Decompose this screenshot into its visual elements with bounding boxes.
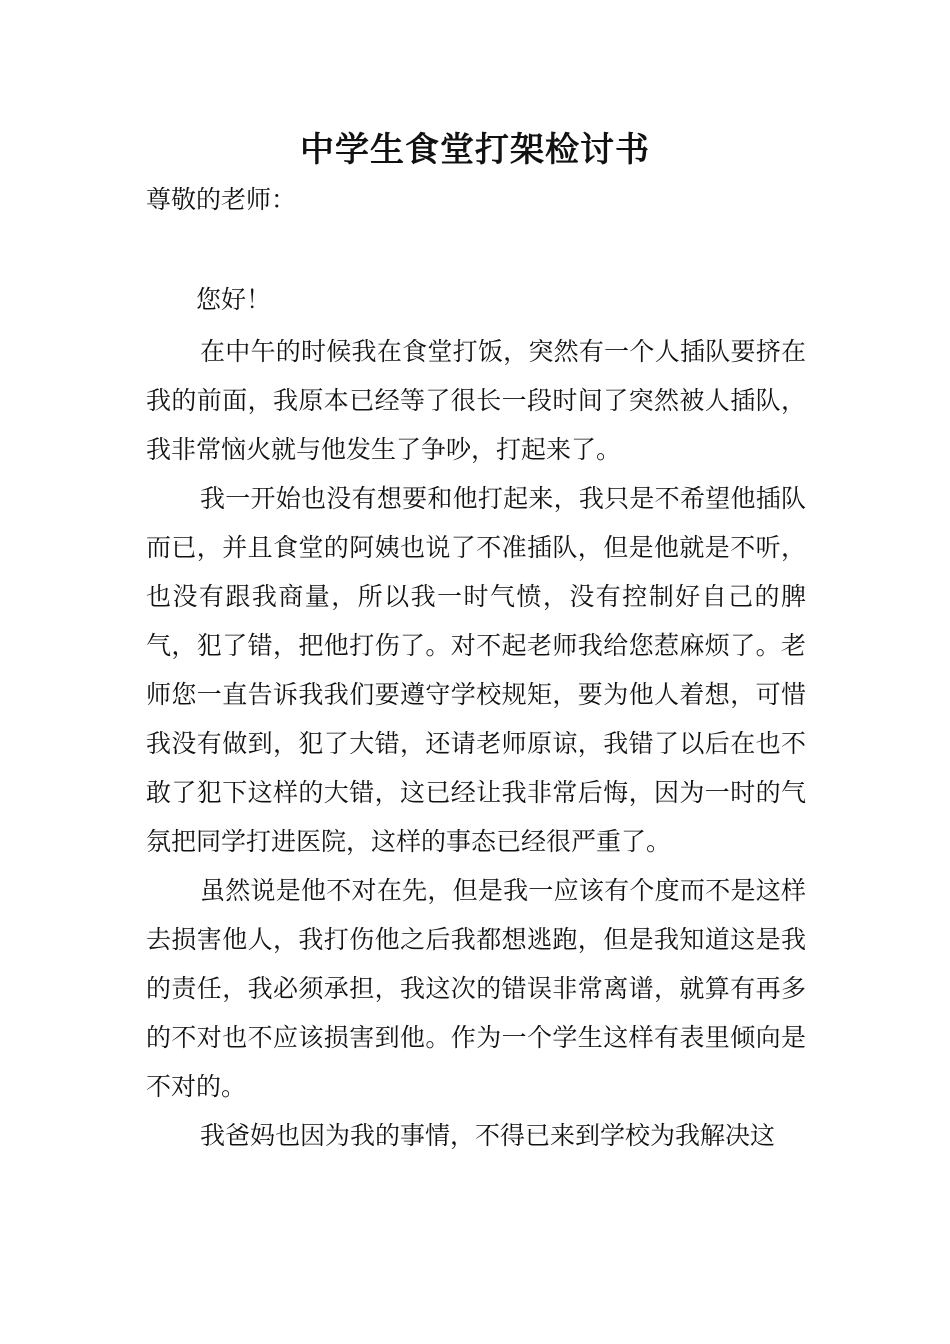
paragraph: 我一开始也没有想要和他打起来，我只是不希望他插队而已，并且食堂的阿姨也说了不准插队，但是他就是不听，也没有跟我商量，所以我一时气愤，没有控制好自己的脾气，犯了错，把他打伤了。对不起老师我给您惹麻烦了。老师您一直告诉我我们要遵守学校规矩，要为他人着想，可惜我没有做到，犯了大错，还请老师原谅，我错了以后在也不敢了犯下这样的大错，这已经让我非常后悔，因为一时的气氛把同学打进医院，这样的事态已经很严重了。 <box>146 484 806 856</box>
greeting: 您好！ <box>196 285 272 314</box>
paragraph: 虽然说是他不对在先，但是我一应该有个度而不是这样去损害他人，我打伤他之后我都想逃跑，但是我知道这是我的责任，我必须承担，我这次的错误非常离谱，就算有再多的不对也不应该损害到他。作为一个学生这样有表里倾向是不对的。 <box>146 876 806 1101</box>
document-title: 中学生食堂打架检讨书 <box>300 130 650 170</box>
paragraph: 我爸妈也因为我的事情，不得已来到学校为我解决这 <box>200 1121 776 1150</box>
salutation: 尊敬的老师： <box>146 185 297 214</box>
document-body <box>146 327 806 1160</box>
paragraph: 在中午的时候我在食堂打饭，突然有一个人插队要挤在我的前面，我原本已经等了很长一段时间了突然被人插队，我非常恼火就与他发生了争吵，打起来了。 <box>146 337 806 464</box>
